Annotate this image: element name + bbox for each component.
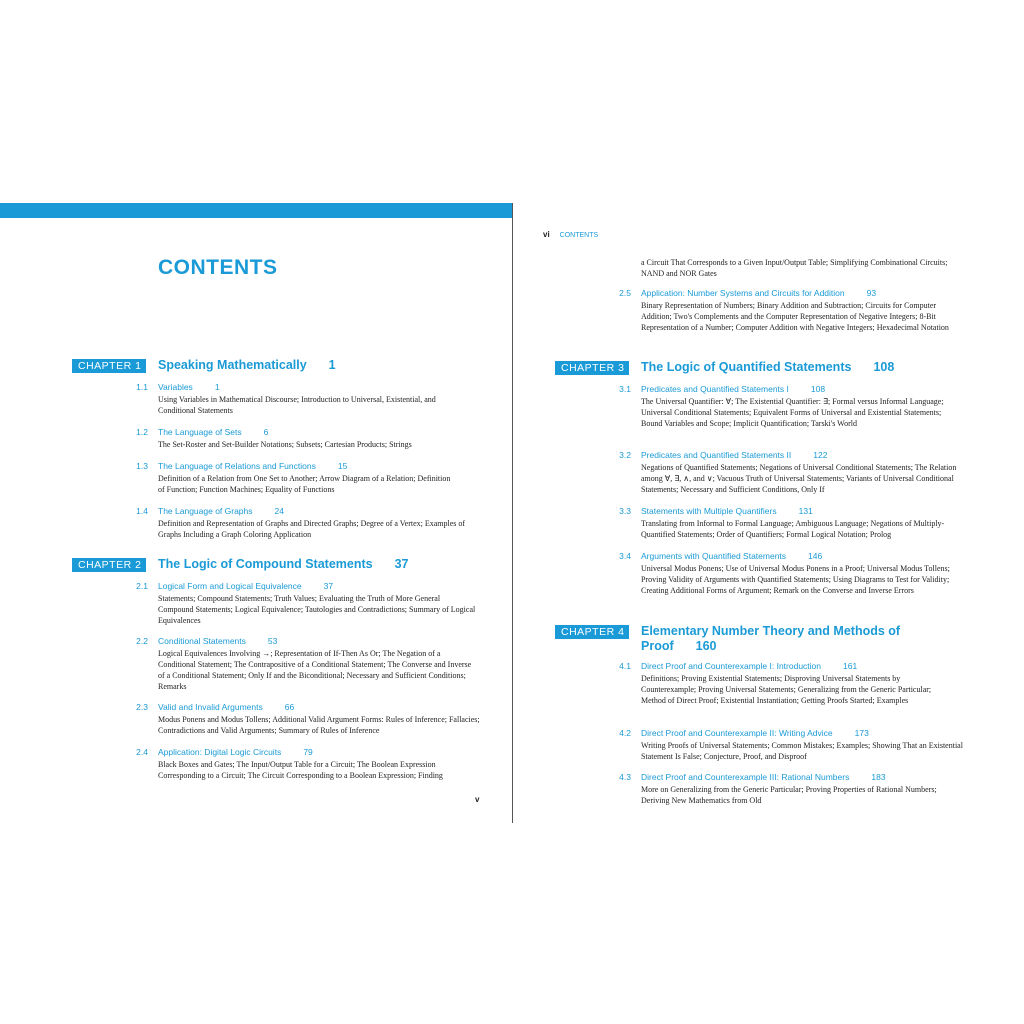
page-number: v bbox=[475, 795, 480, 804]
section-number: 2.1 bbox=[136, 581, 148, 591]
section-description: Binary Representation of Numbers; Binary Addition and Subtraction; Circuits for Computer Addition; Two's Complements and the Computer Representation of Negative Integers; 8-Bit Representation of a Number; Computer Addition with Negative Integers; Hexadecimal Notation bbox=[641, 301, 949, 332]
chapter-1-heading[interactable] bbox=[72, 359, 336, 373]
section-title: Arguments with Quantified Statements 146 bbox=[641, 551, 823, 561]
section-title: Direct Proof and Counterexample I: Introduction 161 bbox=[641, 661, 858, 671]
section-title: The Language of Graphs 24 bbox=[158, 506, 284, 516]
chapter-4-badge: CHAPTER 4 bbox=[555, 625, 629, 639]
section-page: 108 bbox=[810, 384, 826, 394]
section-number: 4.2 bbox=[619, 728, 631, 738]
section-page: 122 bbox=[813, 450, 828, 460]
section-description: Writing Proofs of Universal Statements; Common Mistakes; Examples; Showing That an Existential Statement Is False; Conjecture, Proof, and Disproof bbox=[641, 741, 963, 761]
chapter-1-page: 1 bbox=[328, 358, 336, 372]
section-page: 146 bbox=[808, 551, 823, 561]
section-number: 3.1 bbox=[619, 384, 631, 394]
chapter-2-heading[interactable] bbox=[72, 558, 409, 572]
section-number: 1.2 bbox=[136, 427, 148, 437]
section-title: Application: Digital Logic Circuits 79 bbox=[158, 747, 313, 757]
section-title: Valid and Invalid Arguments 66 bbox=[158, 702, 295, 712]
page-title: CONTENTS bbox=[158, 256, 278, 279]
section-title: Application: Number Systems and Circuits for Addition 93 bbox=[641, 288, 877, 298]
section-title: The Language of Relations and Functions 15 bbox=[158, 461, 348, 471]
chapter-3-badge: CHAPTER 3 bbox=[555, 361, 629, 375]
section-number: 1.3 bbox=[136, 461, 148, 471]
section-number: 1.1 bbox=[136, 382, 148, 392]
chapter-2-page: 37 bbox=[394, 557, 409, 571]
section-number: 4.1 bbox=[619, 661, 631, 671]
section-page: 6 bbox=[263, 427, 269, 437]
section-page: 173 bbox=[854, 728, 869, 738]
section-number: 1.4 bbox=[136, 506, 148, 516]
section-number: 2.3 bbox=[136, 702, 148, 712]
running-head-label: CONTENTS bbox=[559, 232, 599, 239]
section-title: Variables 1 bbox=[158, 382, 220, 392]
section-number: 2.2 bbox=[136, 636, 148, 646]
chapter-2-title: The Logic of Compound Statements 37 bbox=[158, 557, 409, 571]
section-description: More on Generalizing from the Generic Particular; Proving Properties of Rational Numbers; Deriving New Mathematics from Old bbox=[641, 785, 937, 805]
chapter-2-badge: CHAPTER 2 bbox=[72, 558, 146, 572]
chapter-3-title: The Logic of Quantified Statements 108 bbox=[641, 360, 895, 374]
running-head bbox=[543, 230, 598, 239]
section-description: Black Boxes and Gates; The Input/Output Table for a Circuit; The Boolean Expression Corresponding to a Circuit; The Circuit Corresponding to a Boolean Expression; Finding bbox=[158, 760, 443, 780]
section-description: Negations of Quantified Statements; Negations of Universal Conditional Statements; The Relation among ∀, ∃, ∧, and ∨; Vacuous Truth of Universal Statements; Variants of Universal Conditional Statements; Necessary and Sufficient Conditions, Only If bbox=[641, 463, 957, 494]
section-title: Predicates and Quantified Statements I 108 bbox=[641, 384, 826, 394]
section-page: 66 bbox=[284, 702, 295, 712]
section-title: The Language of Sets 6 bbox=[158, 427, 269, 437]
section-page: 37 bbox=[323, 581, 334, 591]
page-divider bbox=[512, 203, 513, 823]
section-number: 4.3 bbox=[619, 772, 631, 782]
section-page: 15 bbox=[337, 461, 348, 471]
chapter-4-title: Elementary Number Theory and Methods of Proof 160 bbox=[641, 624, 901, 653]
section-page: 24 bbox=[274, 506, 284, 516]
section-description: The Set-Roster and Set-Builder Notations; Subsets; Cartesian Products; Strings bbox=[158, 440, 412, 449]
chapter-3-page: 108 bbox=[873, 360, 895, 374]
section-description: Modus Ponens and Modus Tollens; Additional Valid Argument Forms: Rules of Inference; Fallacies; Contradictions and Valid Arguments; Summary of Rules of Inference bbox=[158, 715, 480, 735]
section-description: Definition and Representation of Graphs and Directed Graphs; Degree of a Vertex; Examples of Graphs Including a Graph Coloring Application bbox=[158, 519, 466, 539]
chapter-1-badge: CHAPTER 1 bbox=[72, 359, 146, 373]
section-number: 3.2 bbox=[619, 450, 631, 460]
section-description: Using Variables in Mathematical Discourse; Introduction to Universal, Existential, and Conditional Statements bbox=[158, 395, 436, 415]
running-head-page-number: vi bbox=[543, 230, 550, 239]
continued-description: a Circuit That Corresponds to a Given Input/Output Table; Simplifying Combinational Circuits; NAND and NOR Gates bbox=[641, 258, 948, 278]
section-page: 161 bbox=[843, 661, 858, 671]
section-description: Logical Equivalences Involving →; Representation of If-Then As Or; The Negation of a Conditional Statement; The Contrapositive of a Conditional Statement; The Converse and Inverse of a Conditional Statement; Only If and the Biconditional; Necessary and Sufficient Conditions; Remarks bbox=[158, 649, 472, 691]
section-title: Logical Form and Logical Equivalence 37 bbox=[158, 581, 334, 591]
section-page: 131 bbox=[798, 506, 813, 516]
header-color-bar bbox=[0, 203, 512, 218]
section-title: Statements with Multiple Quantifiers 131 bbox=[641, 506, 813, 516]
section-title: Direct Proof and Counterexample II: Writing Advice 173 bbox=[641, 728, 869, 738]
section-description: The Universal Quantifier: ∀; The Existential Quantifier: ∃; Formal versus Informal Language; Universal Conditional Statements; Equivalent Forms of Universal and Existential Statements; Bound Variables and Scope; Implicit Quantification; Tarski's World bbox=[641, 397, 944, 428]
section-page: 79 bbox=[303, 747, 313, 757]
section-page: 183 bbox=[871, 772, 886, 782]
section-number: 3.4 bbox=[619, 551, 631, 561]
section-page: 93 bbox=[866, 288, 877, 298]
section-page: 1 bbox=[214, 382, 220, 392]
section-number: 2.4 bbox=[136, 747, 148, 757]
section-title: Conditional Statements 53 bbox=[158, 636, 278, 646]
chapter-4-heading[interactable] bbox=[555, 625, 911, 654]
section-number: 2.5 bbox=[619, 288, 631, 298]
chapter-3-heading[interactable] bbox=[555, 361, 894, 375]
section-page: 53 bbox=[267, 636, 278, 646]
section-number: 3.3 bbox=[619, 506, 631, 516]
chapter-4-page: 160 bbox=[695, 639, 717, 653]
section-description: Translating from Informal to Formal Language; Ambiguous Language; Negations of Multiply-Quantified Statements; Order of Quantifiers; Formal Logical Notation; Prolog bbox=[641, 519, 945, 539]
section-description: Universal Modus Ponens; Use of Universal Modus Ponens in a Proof; Universal Modus Tollens; Proving Validity of Arguments with Quantified Statements; Using Diagrams to Test for Validity; Creating Additional Forms of Argument; Remark on the Converse and Inverse Errors bbox=[641, 564, 950, 595]
section-description: Statements; Compound Statements; Truth Values; Evaluating the Truth of More General Compound Statements; Logical Equivalence; Tautologies and Contradictions; Summary of Logical Equivalences bbox=[158, 594, 476, 625]
section-title: Direct Proof and Counterexample III: Rational Numbers 183 bbox=[641, 772, 886, 782]
section-description: Definitions; Proving Existential Statements; Disproving Universal Statements by Counterexample; Proving Universal Statements; Generalizing from the Generic Particular; Method of Direct Proof; Existential Instantiation; Getting Proofs Started; Examples bbox=[641, 674, 932, 705]
section-title: Predicates and Quantified Statements II 122 bbox=[641, 450, 828, 460]
section-description: Definition of a Relation from One Set to Another; Arrow Diagram of a Relation; Definition of Function; Function Machines; Equality of Functions bbox=[158, 474, 451, 494]
chapter-1-title: Speaking Mathematically 1 bbox=[158, 358, 336, 372]
